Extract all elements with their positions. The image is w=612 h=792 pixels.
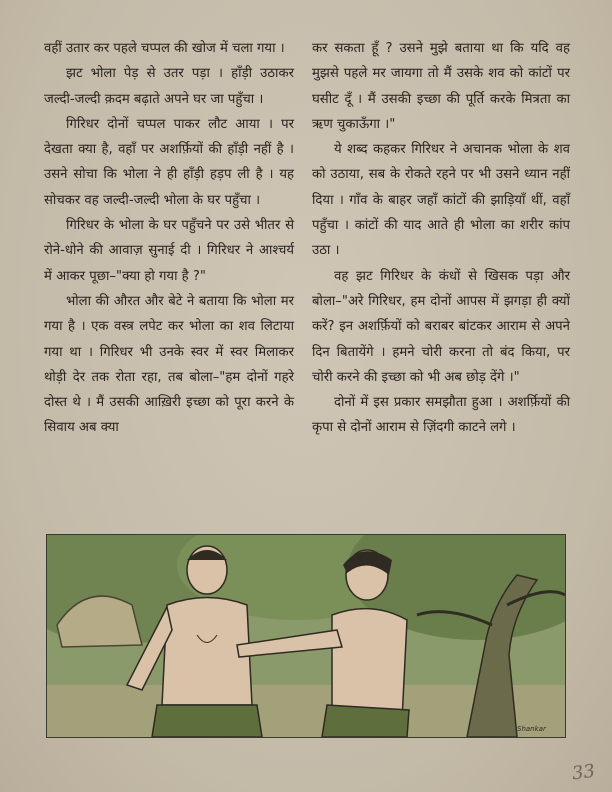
artist-signature: Shankar xyxy=(517,725,546,733)
illustration-drawing xyxy=(47,535,565,737)
paragraph: गिरिधर दोनों चप्पल पाकर लौट आया । पर देखता क्या है, वहाँ पर अशर्फ़ियों की हाँड़ी नहीं है । उसने सोचा कि भोला ने ही हाँड़ी हड़प ली है । यह सोचकर वह जल्दी-जल्दी भोला के घर पहुँचा । xyxy=(44,116,294,208)
left-text-column xyxy=(44,36,294,441)
paragraph: वहीं उतार कर पहले चप्पल की खोज में चला गया । xyxy=(44,41,285,56)
paragraph: दोनों में इस प्रकार समझौता हुआ । अशर्फ़ियों की कृपा से दोनों आराम से ज़िंदगी काटने लगे । xyxy=(312,395,570,436)
right-text-column xyxy=(312,36,570,441)
paragraph: ये शब्द कहकर गिरिधर ने अचानक भोला के शव को उठाया, सब के रोकते रहने पर भी उसने ध्यान नहीं दिया । गाँव के बाहर जहाँ कांटों की झाड़ियाँ थीं, वहाँ पहुँचा । कांटों की याद आते ही भोला का शरीर कांप उठा । xyxy=(312,142,570,259)
paragraph: भोला की औरत और बेटे ने बताया कि भोला मर गया है । एक वस्त्र लपेट कर भोला का शव लिटाया गया था । गिरिधर भी उनके स्वर में स्वर मिलाकर थोड़ी देर तक रोता रहा, तब बोला–"हम दोनों गहरे दोस्त थे । मैं उसकी आख़िरी इच्छा को पूरा करने के सिवाय अब क्या xyxy=(44,293,294,436)
paragraph: गिरिधर के भोला के घर पहुँचने पर उसे भीतर से रोने-धोने की आवाज़ सुनाई दी । गिरिधर ने आश्चर्य में आकर पूछा–"क्या हो गया है ?" xyxy=(44,218,294,284)
page-number: 33 xyxy=(570,760,597,785)
story-illustration xyxy=(46,534,566,738)
paragraph: वह झट गिरिधर के कंधों से खिसक पड़ा और बोला–"अरे गिरिधर, हम दोनों आपस में झगड़ा ही क्यों करें? इन अशर्फ़ियों को बराबर बांटकर आराम से अपने दिन बितायेंगे । हमने चोरी करना तो बंद किया, पर चोरी करने की इच्छा को भी अब छोड़ देंगे ।" xyxy=(312,268,570,385)
paragraph: कर सकता हूँ ? उसने मुझे बताया था कि यदि वह मुझसे पहले मर जायगा तो मैं उसके शव को कांटों पर घसीट दूँ । मैं उसकी इच्छा की पूर्ति करके मित्रता का ऋण चुकाऊँगा ।" xyxy=(312,41,570,132)
paragraph: झट भोला पेड़ से उतर पड़ा । हाँड़ी उठाकर जल्दी-जल्दी क़दम बढ़ाते अपने घर जा पहुँचा । xyxy=(44,66,294,107)
